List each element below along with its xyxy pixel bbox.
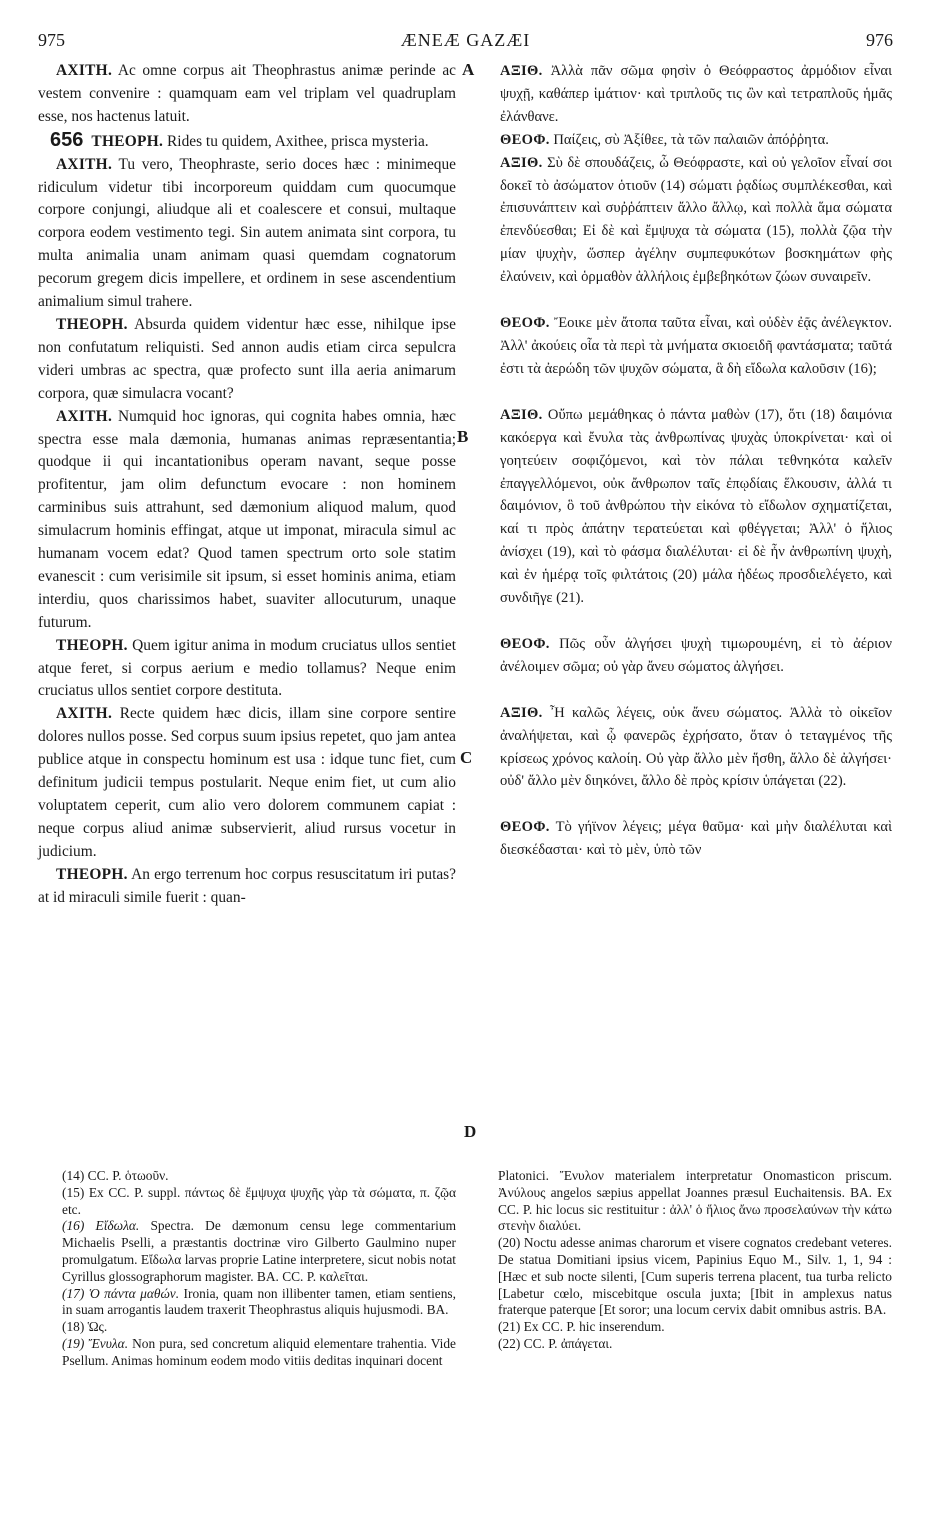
- speaker-label: AXITH.: [56, 407, 113, 425]
- greek-paragraph: [500, 129, 892, 152]
- footnote: [62, 1218, 456, 1285]
- column-number: 656: [50, 128, 84, 151]
- footnotes-right: [498, 1168, 892, 1353]
- greek-paragraph: [500, 152, 892, 289]
- speaker-label: ΘΕΟΦ.: [500, 819, 550, 836]
- margin-letter-b: B: [457, 427, 469, 446]
- footnote: (18) Ὡς.: [62, 1319, 108, 1335]
- latin-text: Recte quidem hæc dicis, illam sine corpore sentire dolores nullos posse. Sed corpus suum ipsius repetet, quo jam antea publice atque in conspectu hominum est usa : idque tunc fiet, cum definitum judicii tempus postularit. Neque enim fiet, ut cum alio voluptatem ceperit, cum alio vero dolorem communem capiat : neque corpus aliud animæ subservierit, aliud rursus vocetur in judicium.: [38, 705, 456, 860]
- greek-text: Ἔοικε μὲν ἄτοπα ταῦτα εἶναι, καὶ οὐδὲν ἐᾷς ἀνέλεγκτον. Ἀλλ' ἀκούεις οἷα τὰ περὶ τὰ μνήματα σκιοειδῆ φαντάσματα; ταῦτά ἐστι τὰ ἀερώδη τῶν ψυχῶν σώματα, ἃ δὴ εἴδωλα καλοῦσιν (16);: [500, 315, 892, 377]
- footnote: (15) Ex CC. P. suppl. πάντως δὲ ἔμψυχα ψυχῆς γὰρ τὰ σώματα, π. ζῷα etc.: [62, 1184, 456, 1217]
- footnote-text: Non pura, sed concretum aliquid elementare trahentia. Vide Psellum. Animas hominum eodem modo vitiis deditas inquinari docent: [62, 1335, 456, 1368]
- latin-text: Absurda quidem videntur hæc esse, nihilque ipse non confutatum reliquisti. Sed annon audis etiam circa sepulcra videri umbras ac spectra, quæ profecto sunt illa aeria animarum corpora, quæ simulacra vocant?: [38, 315, 457, 402]
- latin-paragraph: [38, 314, 456, 406]
- latin-paragraph: [38, 864, 456, 910]
- greek-text: Ἀλλὰ πᾶν σῶμα φησὶν ὁ Θεόφραστος ἀρμόδιον εἶναι ψυχῇ, καθάπερ ἱμάτιον· καὶ τριπλοῦς τις ὢν καὶ τετραπλοῦς ἡμᾶς ἐλάνθανε.: [500, 63, 892, 125]
- footnote-text: Spectra. De dæmonum censu lege commentarium Michaelis Pselli, a præstantis doctrinæ viro Gilberto Gaulmino nuper promulgatum. Εἴδωλα larvas proprie Latine interpretere, sicut nobis notat Cyrillus glossographorum magister. BA. CC. P. καλεῖται.: [62, 1218, 456, 1284]
- greek-text: Παίζεις, σὺ Ἀξίθεε, τὰ τῶν παλαιῶν ἀπόῤῥητα.: [553, 131, 829, 148]
- speaker-label: THEOPH.: [91, 132, 164, 150]
- latin-column: [38, 60, 456, 910]
- footnotes-left: [62, 1168, 456, 1370]
- speaker-label: ΘΕΟΦ.: [500, 635, 550, 652]
- greek-text: Σὺ δὲ σπουδάζεις, ὦ Θεόφραστε, καὶ οὐ γελοῖον εἶναί σοι δοκεῖ τὸ ἀσώματον ὁτιοῦν (14) σώματι ῥᾳδίως συμπλέκεσθαι, καὶ ἐπισυνάπτειν καὶ συῤῥάπτειν ἄλλο ἄλλῳ, καὶ πολλὰ ἅμα σώματα ἐπενδύεσθαι; Εἰ δὲ καὶ ἔμψυχα τὰ σώματα (15), πολλὰ ζῷα τὴν μίαν ψυχὴν, ὥσπερ ἀγέλην συμπεφυκότων βοσκημάτων φὴς ἐλαύνειν, καὶ ὁρμαθὸν ἀλλήλοις ἐμβεβηκότων ζώων συναιρεῖν.: [500, 154, 892, 286]
- running-title: ÆNEÆ GAZÆI: [400, 30, 531, 50]
- latin-text: Ac omne corpus ait Theophrastus animæ perinde ac vestem convenire : quamquam eam vel triplam vel quadruplam esse, nos hactenus latuit.: [38, 62, 457, 125]
- latin-paragraph: [38, 154, 456, 314]
- speaker-label: THEOPH.: [56, 636, 128, 654]
- spacer: [500, 289, 892, 312]
- spacer: [500, 381, 892, 404]
- greek-text: Οὔπω μεμάθηκας ὁ πάντα μαθὼν (17), ὅτι (18) δαιμόνια κακόεργα καὶ ἔνυλα τὰς ἀνθρωπίνας ψυχὰς ὑποκρίνεται· καὶ οἱ γοητεύειν σοφιζόμενοι, καὶ τὸν πάλαι τεθνηκότα καλεῖν ἐπαγγελλόμενοι, οὐκ ἄνθρωπον ταῖς ἐπῳδίαις ἕλκουσιν, ἀλλά τι δαιμόνιον, ὃ τοῦ ἀνθρώπου τὴν εἰκόνα τὸ εἴδωλον σχηματίζεται, καί τι πρὸς ἀπάτην τερατεύεται καὶ φθέγγεται; Ἀλλ' ὁ ἥλιος ἀνίσχει (19), καὶ τὸ φάσμα διαλέλυται· εἰ δὲ ἦν ἀνθρωπίνη ψυχὴ, καὶ ἐν ἡμέρᾳ τοῖς φιλτάτοις (20) μάλα ἡδέως προσδιελέγετο, καὶ συνδιῆγε (21).: [500, 406, 892, 607]
- latin-text: An ergo terrenum hoc corpus resuscitatum iri putas? at id miraculi simile fuerit : quan-: [38, 865, 457, 906]
- greek-paragraph: [500, 816, 892, 862]
- latin-paragraph: [38, 406, 456, 635]
- spacer: [500, 610, 892, 633]
- spacer: [500, 679, 892, 702]
- greek-paragraph: [500, 312, 892, 381]
- speaker-label: ΑΞΙΘ.: [500, 63, 543, 79]
- greek-paragraph: [500, 633, 892, 679]
- greek-text: Πῶς οὖν ἀλγήσει ψυχὴ τιμωρουμένη, εἰ τὸ ἀέριον ἀνέλοιμεν σῶμα; οὐ γὰρ ἄνευ σώματος ἀλγήσει.: [500, 635, 892, 675]
- greek-paragraph: [500, 60, 892, 129]
- latin-text: Quem igitur anima in modum cruciatus ullos sentiet atque feret, si corpus aerium e medio tollamus? Neque enim cruciatus ullos sentiet corpore destituta.: [38, 636, 456, 700]
- margin-letter-d: D: [464, 1122, 477, 1141]
- latin-paragraph: [38, 635, 456, 704]
- speaker-label: AXITH.: [56, 155, 113, 173]
- footnote: (14) CC. P. ὁτωοῦν.: [62, 1168, 169, 1183]
- greek-paragraph: [500, 404, 892, 610]
- speaker-label: THEOPH.: [56, 315, 128, 333]
- footnote: (20) Noctu adesse animas charorum et visere cognatos credebant veteres. De statua Domitiani ipsius vicem, Papinius Equo M., Silv. 1, 1, 94 : [Hæc et sub nocte silenti, [Cum superis terrena placent, tua turba relicto [Labetur cœlo, miscebitque oscula juxta; [Ibit in amplexus natus fraterque paterque [Et soror; una locum cervix dabit omnibus astris. BA.: [498, 1235, 892, 1318]
- running-header: [38, 30, 893, 56]
- greek-paragraph: [500, 702, 892, 794]
- latin-text: Rides tu quidem, Axithee, prisca mysteria.: [167, 132, 429, 150]
- speaker-label: ΑΞΙΘ.: [500, 406, 543, 423]
- spacer: [500, 793, 892, 816]
- speaker-label: ΘΕΟΦ.: [500, 131, 550, 148]
- margin-letter-c: C: [460, 748, 473, 767]
- speaker-label: THEOPH.: [56, 865, 128, 883]
- footnote: [62, 1336, 456, 1370]
- speaker-label: ΑΞΙΘ.: [500, 704, 543, 721]
- latin-text: Numquid hoc ignoras, qui cognita habes omnia, hæc spectra esse mala dæmonia, humanas animas repræsentantia; quodque ii qui incantationibus operam navant, seque posse profitentur, jam olim defunctum evocare : non hominem carminibus suis attrahunt, sed dæmonium aliquod malum, quod simulacrum hominis effingat, atque ut imponat, miracula simul ac humanam vocem edat? Quod tamen spectrum orto sole statim evanescit : cum verisimile sit ipsum, si esset hominis anima, etiam interdiu, quos charissimos habet, suaviter allocuturum, unaque futurum.: [38, 407, 456, 631]
- speaker-label: AXITH.: [56, 705, 113, 723]
- footnote: (21) Ex CC. P. hic inserendum.: [498, 1319, 665, 1335]
- footnote-lemma: (16) Εἴδωλα.: [62, 1218, 140, 1234]
- latin-paragraph: [38, 60, 456, 129]
- latin-text: Tu vero, Theophraste, serio doces hæc : minimeque ridiculum videtur tibi incorporeum quiddam cum quocumque corpore conjungi, aliudque ali et coalescere et consui, multaque corpora eodem vestimento tegi. Sin autem animata sint corpora, tu multa animalia unam animam quasi quemdam cognatorum pecorum gregem dicis impellere, et ordinem in sese ascendentium animalium simul trahere.: [38, 155, 456, 311]
- greek-text: Ἦ καλῶς λέγεις, οὐκ ἄνευ σώματος. Ἀλλὰ τὸ οἰκεῖον ἀναλήψεται, καὶ ᾧ φανερῶς ἐχρήσατο, ὅταν ὁ τεταγμένος τῆς κρίσεως χρόνος καλοίη. Οὐ γὰρ ἄλλο μὲν ἥσθη, ἄλλο δὲ ἀλγήσει· οὐδ' ἄλλο μὲν διηκόνει, ἄλλο δὲ πρὸς κρίσιν ὑπάγεται (22).: [500, 704, 892, 790]
- greek-text: Τὸ γήϊνον λέγεις; μέγα θαῦμα· καὶ μὴν διαλέλυται καὶ διεσκέδασται· καὶ τὸ μὲν, ὑπὸ τῶν: [500, 819, 892, 859]
- footnote-lemma: (17) Ὁ πάντα μαθών.: [62, 1285, 180, 1301]
- speaker-label: ΘΕΟΦ.: [500, 315, 550, 332]
- latin-paragraph: [38, 703, 456, 863]
- margin-letter-a: A: [462, 60, 475, 79]
- footnote: (22) CC. P. ἀπάγεται.: [498, 1335, 613, 1351]
- greek-column: [500, 60, 892, 862]
- speaker-label: AXITH.: [56, 62, 113, 79]
- footnote-continuation: Platonici. Ἔνυλον materialem interpretatur Onomasticon priscum. Ἀνύλους angelos sæpius appellat Joannes præsul Euchaitensis. BA. Ex CC. P. hic locus sic restituitur : ἀλλ' ὁ ἥλιος ἄνω προσελαύνων τὴν κάτω στενὴν διαλύει.: [498, 1168, 892, 1234]
- footnote: [62, 1286, 456, 1320]
- left-page-number: 975: [38, 30, 65, 50]
- speaker-label: ΑΞΙΘ.: [500, 154, 543, 171]
- footnote-text: Ironia, quam non illibenter tamen, etiam sentiens, in suam arrogantis laudem traxerit Theophrastus aliquis hujusmodi. BA.: [62, 1285, 456, 1318]
- footnote-lemma: (19) Ἔνυλα.: [62, 1335, 129, 1351]
- latin-paragraph: [38, 129, 456, 154]
- right-page-number: 976: [866, 30, 893, 50]
